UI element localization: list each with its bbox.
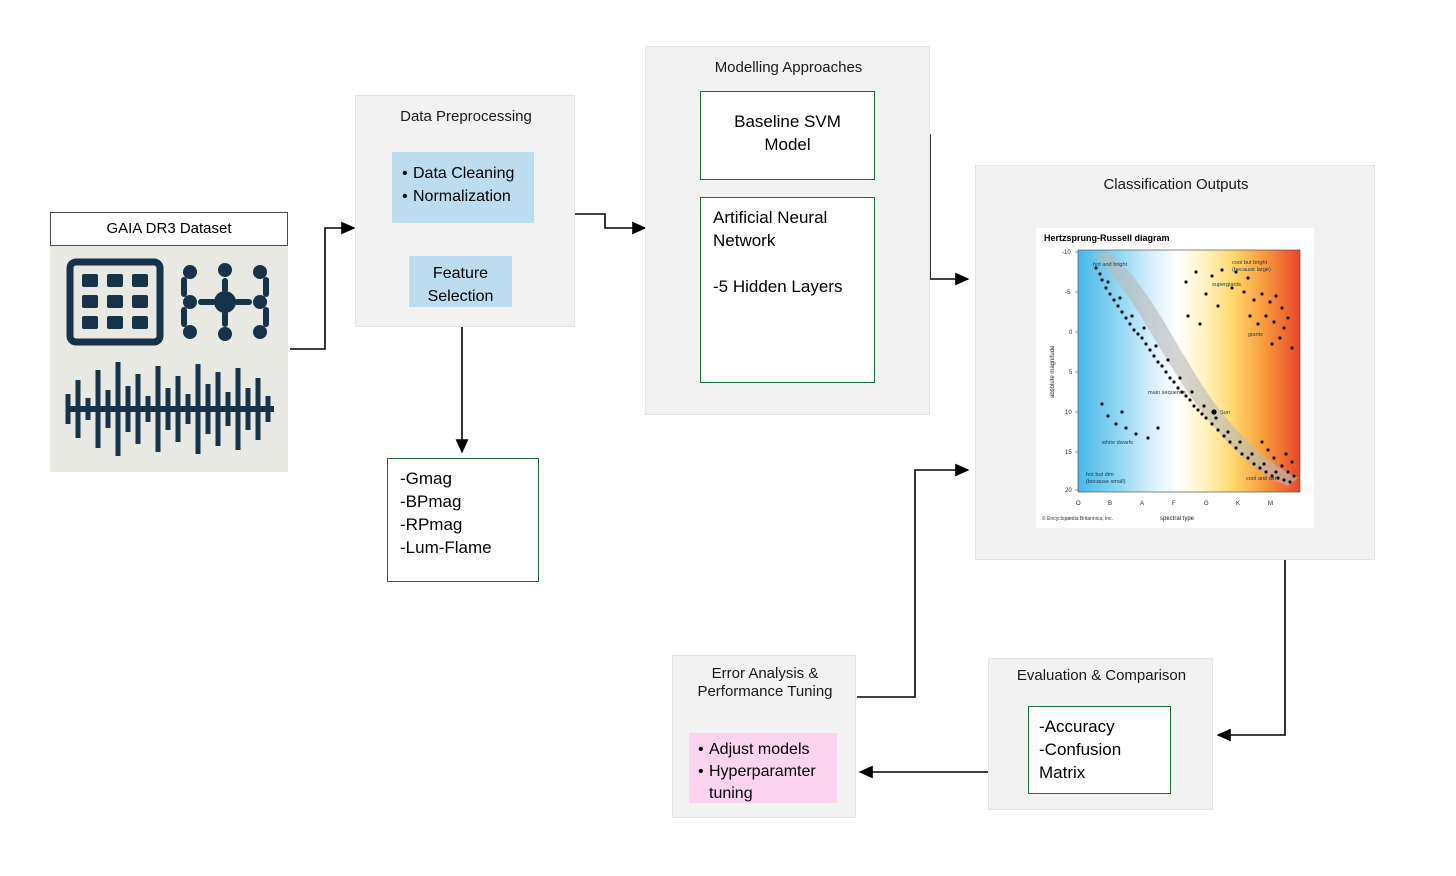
data-network-icon <box>176 258 274 346</box>
svg-text:absolute magnitude: absolute magnitude <box>1050 345 1056 398</box>
svg-text:(because small): (because small) <box>1086 479 1126 485</box>
svg-text:supergiants: supergiants <box>1212 282 1241 288</box>
svg-text:© Encyclopædia Britannica, Inc: © Encyclopædia Britannica, Inc. <box>1042 516 1113 522</box>
feature-item: -Gmag <box>400 469 452 488</box>
svg-text:G: G <box>1204 501 1209 507</box>
svg-text:hot and bright: hot and bright <box>1093 262 1128 268</box>
waveform-icon <box>64 358 276 460</box>
svg-text:F: F <box>1172 501 1176 507</box>
ann-label-line2: Network <box>713 231 776 250</box>
feature-item: -Lum-Flame <box>400 538 492 557</box>
preprocessing-bullet: • Normalization <box>402 185 525 208</box>
feature-item: -BPmag <box>400 492 462 511</box>
error-analysis-bullet: • Adjust models <box>698 739 829 761</box>
svg-text:hot but dim: hot but dim <box>1086 472 1114 478</box>
svg-text:M: M <box>1268 501 1273 507</box>
svg-text:5: 5 <box>1069 370 1073 376</box>
svg-text:K: K <box>1236 501 1241 507</box>
feature-selection-label-line2: Selection <box>427 288 494 305</box>
svg-text:cool but bright: cool but bright <box>1232 260 1268 266</box>
feature-item: -RPmag <box>400 515 463 534</box>
classification-outputs-title: Classification Outputs <box>1103 176 1249 193</box>
evaluation-metrics-box <box>1028 706 1171 794</box>
svg-text:0: 0 <box>1069 330 1073 336</box>
evaluation-metric-line2: -Confusion <box>1039 740 1122 759</box>
hr-diagram-title: Hertzsprung-Russell diagram <box>1044 233 1170 243</box>
hr-diagram-plot <box>1036 228 1314 528</box>
ann-label-line1: Artificial Neural <box>713 208 828 227</box>
dataset-label-box <box>50 212 288 246</box>
baseline-svm-label-line1: Baseline SVM <box>734 112 841 131</box>
ann-box <box>700 197 875 383</box>
svg-text:giants: giants <box>1248 332 1263 338</box>
error-analysis-title-line2: Performance Tuning <box>697 683 833 700</box>
svg-text:-5: -5 <box>1065 290 1071 296</box>
error-analysis-title-line1: Error Analysis & <box>711 665 819 682</box>
svg-text:Sun: Sun <box>1220 410 1230 416</box>
error-analysis-bullet2-line2: tuning <box>709 785 753 802</box>
svg-text:10: 10 <box>1065 410 1072 416</box>
svg-text:-10: -10 <box>1062 250 1071 256</box>
ann-hidden-layers: -5 Hidden Layers <box>713 277 843 296</box>
svg-text:white dwarfs: white dwarfs <box>1102 440 1134 446</box>
svg-text:B: B <box>1108 501 1113 507</box>
preprocessing-bullets-box <box>392 152 534 223</box>
evaluation-metric-line1: -Accuracy <box>1039 717 1115 736</box>
error-analysis-bullet <box>698 761 829 805</box>
baseline-svm-label-line2: Model <box>764 135 811 154</box>
evaluation-metric-line3: Matrix <box>1039 763 1086 782</box>
svg-text:15: 15 <box>1065 450 1072 456</box>
svg-text:O: O <box>1076 501 1081 507</box>
hr-diagram-figure <box>1036 228 1314 528</box>
modelling-approaches-title: Modelling Approaches <box>714 59 863 76</box>
feature-selection-label-line1: Feature <box>432 265 489 282</box>
error-analysis-bullet2-line1: Hyperparamter <box>709 763 816 780</box>
features-box <box>387 458 539 582</box>
svg-text:spectral type: spectral type <box>1160 516 1195 522</box>
baseline-svm-box <box>700 91 875 180</box>
svg-text:(because large): (because large) <box>1232 267 1271 273</box>
evaluation-title: Evaluation & Comparison <box>1016 667 1187 684</box>
feature-selection-box <box>409 256 512 307</box>
table-grid-icon <box>66 258 164 346</box>
svg-text:cool and dim: cool and dim <box>1246 476 1278 482</box>
preprocessing-bullet: • Data Cleaning <box>402 162 525 185</box>
svg-text:A: A <box>1140 501 1145 507</box>
svg-text:main sequence: main sequence <box>1148 390 1186 396</box>
error-analysis-actions-box <box>689 733 837 803</box>
dataset-icon-tile <box>50 246 288 472</box>
data-preprocessing-title: Data Preprocessing <box>400 108 532 125</box>
svg-text:20: 20 <box>1065 488 1072 494</box>
dataset-label: GAIA DR3 Dataset <box>106 220 232 237</box>
